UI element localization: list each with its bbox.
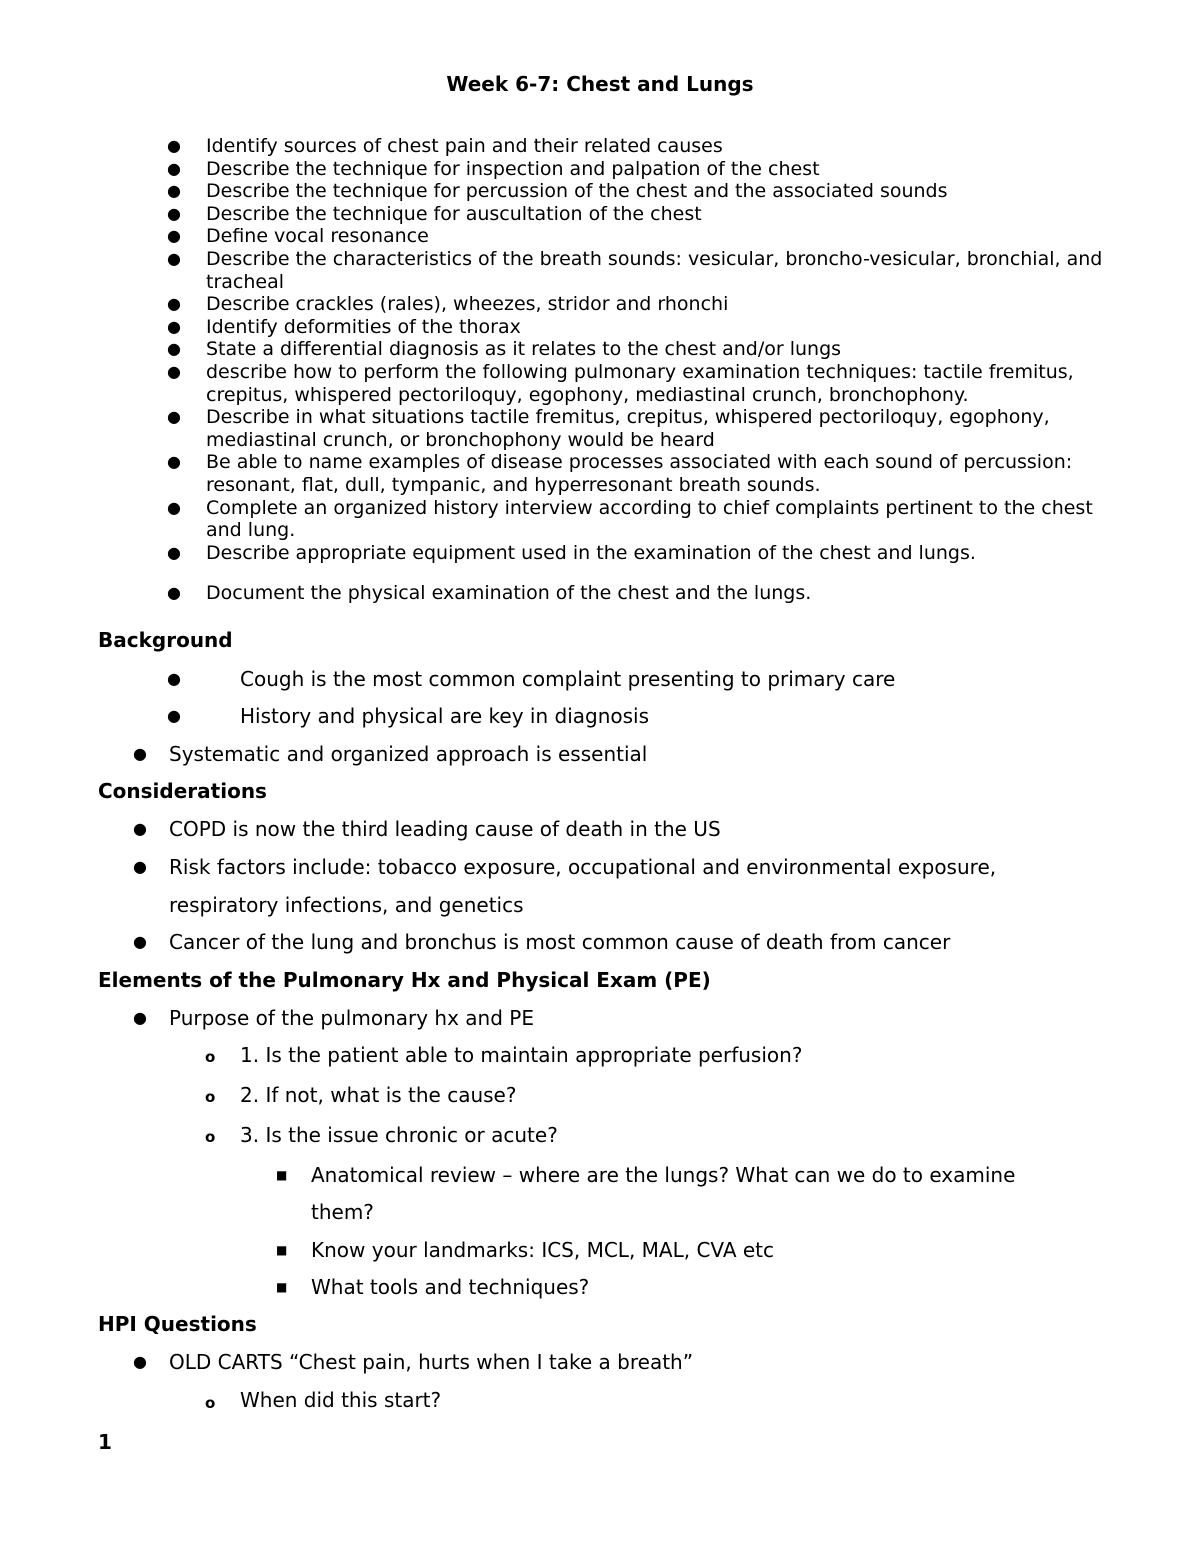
- circle-bullet-icon: o: [205, 1128, 216, 1146]
- square-bullet-icon: ■: [276, 1243, 288, 1257]
- square-bullet-icon: ■: [276, 1168, 288, 1182]
- list-item: COPD is now the third leading cause of death in the US: [169, 817, 721, 841]
- list-item: Cough is the most common complaint presenting to primary care: [240, 667, 896, 691]
- bullet-icon: ●: [167, 407, 181, 427]
- list-item: OLD CARTS “Chest pain, hurts when I take a breath”: [169, 1350, 694, 1374]
- list-item: Risk factors include: tobacco exposure, occupational and environmental exposure,: [169, 855, 997, 879]
- bullet-icon: ●: [167, 706, 181, 725]
- list-item: Know your landmarks: ICS, MCL, MAL, CVA etc: [311, 1238, 775, 1262]
- bullet-icon: ●: [167, 452, 181, 472]
- circle-bullet-icon: o: [205, 1048, 216, 1066]
- list-item: Anatomical review – where are the lungs? What can we do to examine: [311, 1163, 1016, 1187]
- list-item: History and physical are key in diagnosis: [240, 704, 650, 728]
- bullet-icon: ●: [167, 339, 181, 359]
- bullet-icon: ●: [167, 542, 181, 562]
- list-item: 1. Is the patient able to maintain appropriate perfusion?: [240, 1043, 803, 1067]
- section-heading-background: Background: [98, 628, 233, 652]
- bullet-icon: ●: [167, 669, 181, 688]
- list-item: ● Describe the technique for percussion of the chest and the associated sounds: [167, 180, 948, 203]
- bullet-icon: ●: [167, 226, 181, 246]
- page-number: 1: [98, 1430, 112, 1454]
- bullet-icon: ●: [167, 136, 181, 155]
- section-heading-considerations: Considerations: [98, 779, 267, 803]
- bullet-icon: ●: [167, 316, 181, 336]
- section-heading-elements: Elements of the Pulmonary Hx and Physical Exam (PE): [98, 968, 711, 992]
- circle-bullet-icon: o: [205, 1394, 216, 1412]
- bullet-icon: ●: [167, 181, 181, 201]
- list-item: What tools and techniques?: [311, 1275, 590, 1299]
- list-item: ● Document the physical examination of the chest and the lungs.: [167, 582, 812, 605]
- bullet-icon: ●: [133, 857, 147, 876]
- bullet-icon: ●: [167, 497, 181, 517]
- list-item-continuation: respiratory infections, and genetics: [169, 893, 524, 917]
- list-item: ● Be able to name examples of disease processes associated with each sound of percussion: resonant, flat, dull, tympanic, and hyperresonant breath sounds.: [167, 451, 1073, 496]
- bullet-icon: ●: [167, 361, 181, 381]
- list-item: Systematic and organized approach is essential: [169, 742, 648, 766]
- document-title: Week 6-7: Chest and Lungs: [446, 72, 754, 96]
- bullet-icon: ●: [133, 932, 147, 951]
- list-item: ● Describe crackles (rales), wheezes, stridor and rhonchi: [167, 293, 729, 316]
- objectives-list: [0, 135, 1200, 605]
- list-item: 2. If not, what is the cause?: [240, 1083, 517, 1107]
- circle-bullet-icon: o: [205, 1088, 216, 1106]
- bullet-icon: ●: [167, 158, 181, 178]
- list-item: ● Identify deformities of the thorax: [167, 315, 521, 338]
- bullet-icon: ●: [133, 819, 147, 838]
- list-item-continuation: them?: [311, 1200, 374, 1224]
- list-item: When did this start?: [240, 1388, 442, 1412]
- bullet-icon: ●: [167, 583, 181, 603]
- list-item: ● State a differential diagnosis as it relates to the chest and/or lungs: [167, 338, 842, 361]
- list-item: ● Describe the technique for auscultation of the chest: [167, 202, 702, 225]
- bullet-icon: ●: [167, 294, 181, 314]
- list-item: ● Complete an organized history interview according to chief complaints pertinent to the chest and lung.: [167, 496, 1093, 542]
- square-bullet-icon: ■: [276, 1280, 288, 1294]
- section-heading-hpi: HPI Questions: [98, 1312, 257, 1336]
- bullet-icon: ●: [167, 248, 181, 268]
- bullet-icon: ●: [133, 744, 147, 763]
- list-item: Cancer of the lung and bronchus is most common cause of death from cancer: [169, 930, 951, 954]
- list-item: ● Describe the characteristics of the breath sounds: vesicular, broncho-vesicular, bronchial, and tracheal: [167, 247, 1103, 293]
- list-item: ● Describe in what situations tactile fremitus, crepitus, whispered pectoriloquy, egophony, mediastinal crunch, or bronchophony would be heard: [167, 406, 1050, 451]
- bullet-icon: ●: [133, 1008, 147, 1027]
- list-item: 3. Is the issue chronic or acute?: [240, 1123, 558, 1147]
- bullet-icon: ●: [167, 203, 181, 223]
- list-item: ● Describe the technique for inspection and palpation of the chest: [167, 157, 820, 180]
- bullet-icon: ●: [133, 1352, 147, 1371]
- list-item: ● Define vocal resonance: [167, 225, 429, 248]
- list-item: ● Identify sources of chest pain and their related causes: [167, 135, 723, 157]
- list-item: ● describe how to perform the following pulmonary examination techniques: tactile fremitus, crepitus, whispered pectoriloquy, egophony, mediastinal crunch, bronchophony.: [167, 360, 1074, 406]
- list-item: ● Describe appropriate equipment used in the examination of the chest and lungs.: [167, 541, 976, 564]
- list-item: Purpose of the pulmonary hx and PE: [169, 1006, 534, 1030]
